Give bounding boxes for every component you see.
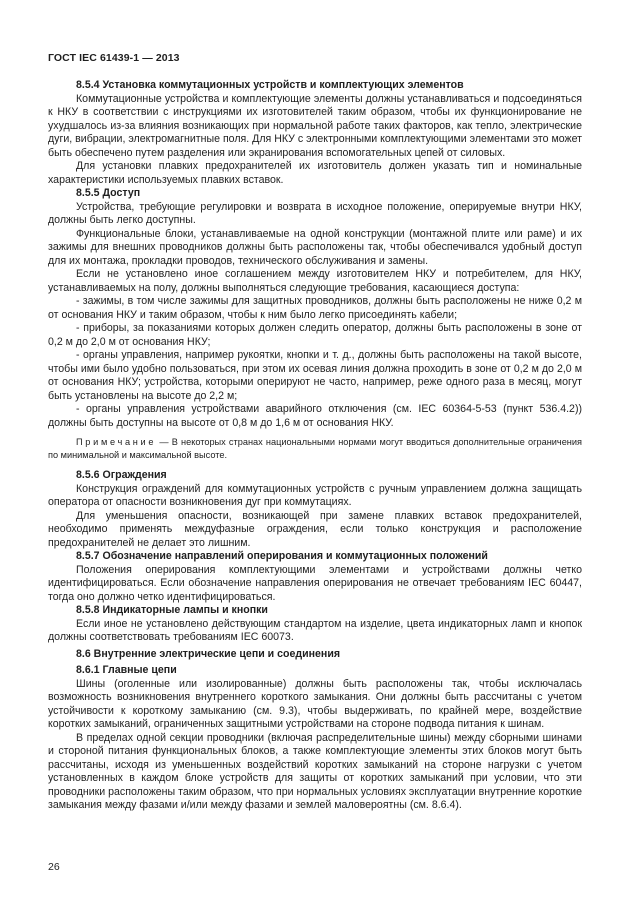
- section-heading-8-5-5: 8.5.5 Доступ: [76, 187, 141, 199]
- paragraph: Функциональные блоки, устанавливаемые на одной конструкции (монтажной плите или раме) и их зажимы для внешних проводников должны быть расположены так, чтобы обеспечивался удобный доступ для их монтажа, прокладки проводов, технического обслуживания и замены.: [48, 227, 582, 267]
- paragraph: В пределах одной секции проводники (включая распределительные шины) между сборными шинами и стороной питания функциональных блоков, а также комплектующие элементы этих блоков могут быть рассчитаны, исходя из уменьшенных воздействий коротких замыканий на стороне нагрузки с учетом установленных в каждом блоке устройств для защиты от коротких замыканий при условии, что эти проводники расположены таким образом, что при нормальных условиях эксплуатации внутренние короткие замыкания между фазами и/или между фазами и землей маловероятны (см. 8.6.4).: [48, 731, 582, 811]
- page-number: 26: [48, 861, 60, 873]
- list-item: - органы управления, например рукоятки, кнопки и т. д., должны быть расположены на такой высоте, чтобы ими было удобно пользоваться, при этом их осевая линия должна проходить в зоне от 0,2 м до 2,0 м от основания НКУ; устройства, которыми оперируют не часто, например, реже одного раза в месяц, могут быть установлены на высоте до 2,2 м;: [48, 349, 582, 402]
- running-header: ГОСТ IEC 61439-1 — 2013: [48, 52, 180, 64]
- paragraph: Для уменьшения опасности, возникающей при замене плавких вставок предохранителей, необходимо применять междуфазные ограждения, если только конструкция и расположение предохранителей не делает это лишним.: [48, 509, 582, 549]
- section-heading-8-6: 8.6 Внутренние электрические цепи и соединения: [76, 647, 341, 660]
- section-heading-8-5-8: 8.5.8 Индикаторные лампы и кнопки: [76, 604, 268, 616]
- note: [48, 436, 582, 461]
- paragraph: Устройства, требующие регулировки и возврата в исходное положение, оперируемые внутри НКУ, должны быть легко доступны.: [48, 200, 582, 226]
- paragraph: Положения оперирования комплектующими элементами и устройствами должны четко идентифицироваться. Если обозначение направления оперирования не отвечает требованиям IEC 60447, тогда оно должно четко идентифицироваться.: [48, 563, 582, 603]
- paragraph: Для установки плавких предохранителей их изготовитель должен указать тип и номинальные характеристики используемых плавких вставок.: [48, 160, 582, 186]
- note-text: — В некоторых странах национальными нормами могут вводиться дополнительные ограничения по минимальной и максимальной высоте.: [48, 437, 582, 460]
- paragraph: Шины (оголенные или изолированные) должны быть расположены так, чтобы исключалась возможность возникновения внутреннего короткого замыкания. Они должны быть рассчитаны с учетом устойчивости к короткому замыканию (см. 9.3), чтобы выдерживать, по крайней мере, воздействие коротких замыканий, ограниченных защитными устройствами на стороне подвода питания к шинам.: [48, 677, 582, 730]
- section-heading-8-6-1: 8.6.1 Главные цепи: [76, 664, 177, 676]
- section-heading-8-5-7: 8.5.7 Обозначение направлений оперирования и коммутационных положений: [76, 550, 488, 562]
- note-label: Примечание: [76, 437, 157, 447]
- paragraph: Конструкция ограждений для коммутационных устройств с ручным управлением должна защищать оператора от опасности возникновения дуг при коммутациях.: [48, 482, 582, 508]
- paragraph: Если не установлено иное соглашением между изготовителем НКУ и потребителем, для НКУ, устанавливаемых на полу, должны выполняться следующие требования, касающиеся доступа:: [48, 268, 582, 294]
- section-heading-8-5-4: 8.5.4 Установка коммутационных устройств и комплектующих элементов: [76, 79, 464, 91]
- section-heading-8-5-6: 8.5.6 Ограждения: [76, 469, 167, 481]
- list-item: - приборы, за показаниями которых должен следить оператор, должны быть расположены в зоне от 0,2 м до 2,0 м от основания НКУ;: [48, 322, 582, 348]
- list-item: - органы управления устройствами аварийного отключения (см. IEC 60364-5-53 (пункт 536.4.2)) должны быть доступны на высоте от 0,8 м до 1,6 м от основания НКУ.: [48, 403, 582, 429]
- paragraph: Коммутационные устройства и комплектующие элементы должны устанавливаться и подсоединяться к НКУ в соответствии с инструкциями их изготовителей таким образом, чтобы их функционирование не ухудшалось из-за влияния возникающих при нормальной работе таких факторов, как тепло, электрические дуги, вибрации, электромагнитные поля. Для НКУ с электронными комплектующими элементами это может быть обеспечено путем разделения или экранирования вспомогательных цепей от силовых.: [48, 92, 582, 159]
- page-content: [48, 79, 582, 813]
- paragraph: Если иное не установлено действующим стандартом на изделие, цвета индикаторных ламп и кнопок должны соответствовать требованиям IEC 60073.: [48, 617, 582, 643]
- list-item: - зажимы, в том числе зажимы для защитных проводников, должны быть расположены не ниже 0,2 м от основания НКУ и таким образом, чтобы к ним было легко присоединять кабели;: [48, 295, 582, 321]
